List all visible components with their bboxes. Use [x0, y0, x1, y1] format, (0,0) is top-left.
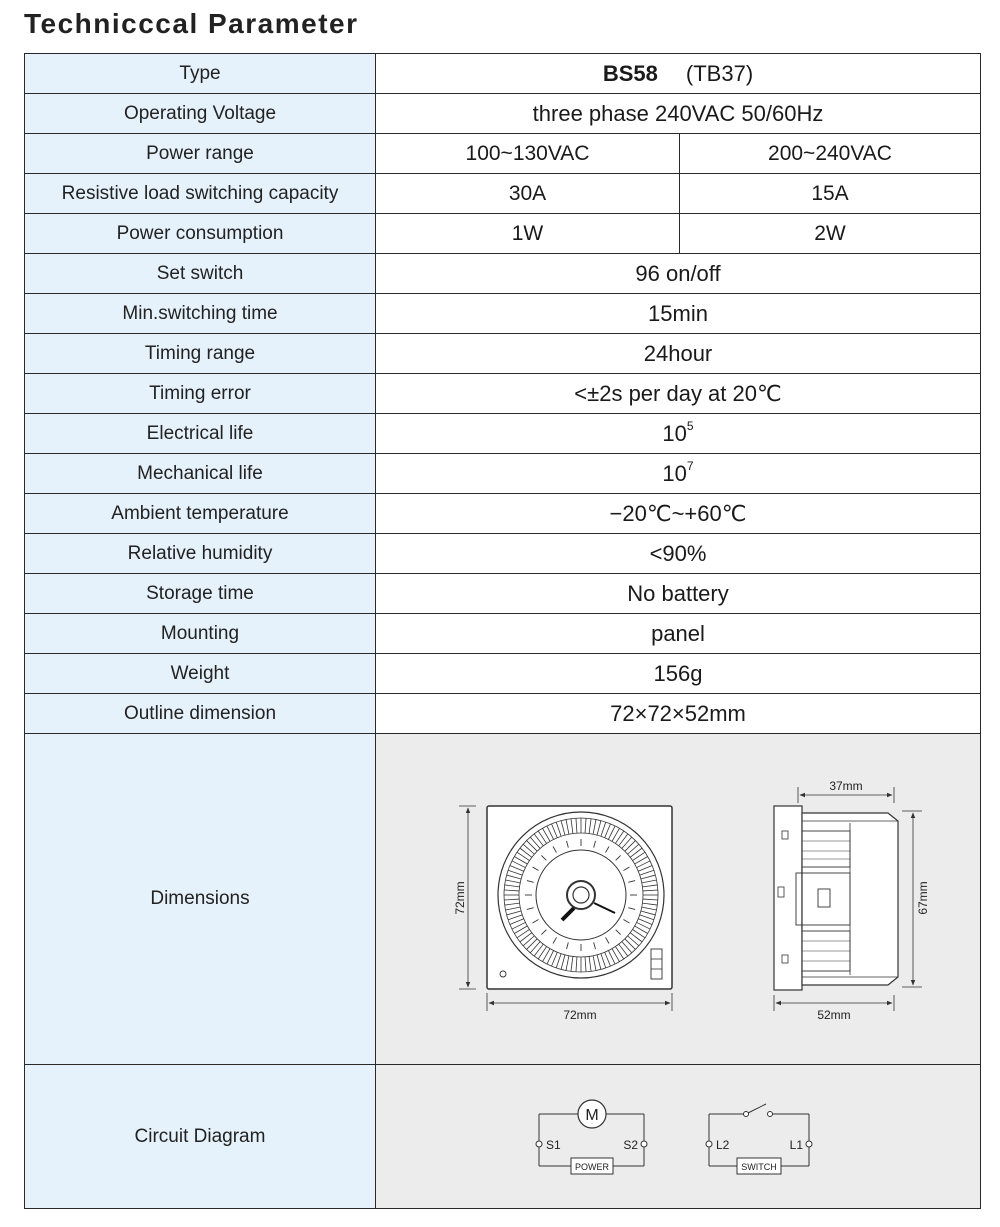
label-outline-dimension: Outline dimension: [25, 694, 376, 734]
value-mechanical-life: [376, 454, 981, 494]
circuit-drawing-cell: [376, 1065, 981, 1209]
label-mechanical-life: Mechanical life: [25, 454, 376, 494]
power-label: POWER: [574, 1161, 610, 1172]
value-operating-voltage: three phase 240VAC 50/60Hz: [376, 94, 981, 134]
row-outline-dimension: [25, 694, 981, 734]
terminal-l1: L1: [789, 1137, 803, 1152]
label-mounting: Mounting: [25, 614, 376, 654]
label-type: Type: [25, 54, 376, 94]
row-switching-capacity: [25, 174, 981, 214]
value-type: [376, 54, 981, 94]
label-power-range: Power range: [25, 134, 376, 174]
side-view: [774, 806, 898, 990]
value-power-range-low: 100~130VAC: [376, 134, 680, 174]
row-relative-humidity: [25, 534, 981, 574]
row-type: [25, 54, 981, 94]
front-view: [487, 806, 672, 989]
value-consumption-low: 1W: [376, 214, 680, 254]
value-timing-error: <±2s per day at 20℃: [376, 374, 981, 414]
row-power-range: [25, 134, 981, 174]
side-height-label: 67mm: [916, 880, 930, 915]
row-storage-time: [25, 574, 981, 614]
value-ambient-temperature: −20℃~+60℃: [376, 494, 981, 534]
value-capacity-low: 30A: [376, 174, 680, 214]
side-bottom-label: 52mm: [817, 1007, 851, 1022]
value-mounting: panel: [376, 614, 981, 654]
value-capacity-high: 15A: [680, 174, 981, 214]
label-ambient-temperature: Ambient temperature: [25, 494, 376, 534]
label-min-switching-time: Min.switching time: [25, 294, 376, 334]
dimensions-drawing: [376, 735, 980, 1064]
value-weight: 156g: [376, 654, 981, 694]
row-timing-range: [25, 334, 981, 374]
row-circuit-diagram: [25, 1065, 981, 1209]
label-dimensions: Dimensions: [25, 734, 376, 1065]
model-code: (TB37): [685, 60, 754, 86]
value-min-switching-time: 15min: [376, 294, 981, 334]
row-electrical-life: [25, 414, 981, 454]
row-ambient-temperature: [25, 494, 981, 534]
spec-table: [24, 53, 981, 1209]
side-top-label: 37mm: [829, 778, 863, 793]
row-min-switching-time: [25, 294, 981, 334]
switch-label: SWITCH: [741, 1161, 777, 1172]
label-timing-error: Timing error: [25, 374, 376, 414]
terminal-l2: L2: [716, 1137, 730, 1152]
row-mounting: [25, 614, 981, 654]
row-power-consumption: [25, 214, 981, 254]
dimensions-drawing-cell: [376, 734, 981, 1065]
label-weight: Weight: [25, 654, 376, 694]
front-height-label: 72mm: [453, 880, 467, 915]
value-storage-time: No battery: [376, 574, 981, 614]
mechanical-life-exponent: 7: [686, 458, 694, 473]
value-relative-humidity: <90%: [376, 534, 981, 574]
terminal-s2: S2: [623, 1137, 638, 1152]
label-power-consumption: Power consumption: [25, 214, 376, 254]
value-power-range-high: 200~240VAC: [680, 134, 981, 174]
row-set-switch: [25, 254, 981, 294]
label-timing-range: Timing range: [25, 334, 376, 374]
label-circuit-diagram: Circuit Diagram: [25, 1065, 376, 1209]
row-mechanical-life: [25, 454, 981, 494]
row-dimensions: [25, 734, 981, 1065]
electrical-life-exponent: 5: [686, 418, 694, 433]
value-outline-dimension: 72×72×52mm: [376, 694, 981, 734]
label-switching-capacity: Resistive load switching capacity: [25, 174, 376, 214]
page-title: Technicccal Parameter: [24, 8, 359, 39]
electrical-life-base: 10: [662, 420, 687, 446]
label-relative-humidity: Relative humidity: [25, 534, 376, 574]
front-width-label: 72mm: [563, 1007, 597, 1022]
row-weight: [25, 654, 981, 694]
value-consumption-high: 2W: [680, 214, 981, 254]
motor-symbol: M: [585, 1106, 599, 1124]
model-name: BS58: [602, 60, 658, 86]
mechanical-life-base: 10: [662, 460, 687, 486]
label-operating-voltage: Operating Voltage: [25, 94, 376, 134]
label-electrical-life: Electrical life: [25, 414, 376, 454]
value-electrical-life: [376, 414, 981, 454]
value-set-switch: 96 on/off: [376, 254, 981, 294]
label-set-switch: Set switch: [25, 254, 376, 294]
value-timing-range: 24hour: [376, 334, 981, 374]
row-timing-error: [25, 374, 981, 414]
terminal-s1: S1: [546, 1137, 561, 1152]
row-operating-voltage: [25, 94, 981, 134]
label-storage-time: Storage time: [25, 574, 376, 614]
circuit-drawing: [376, 1066, 980, 1208]
